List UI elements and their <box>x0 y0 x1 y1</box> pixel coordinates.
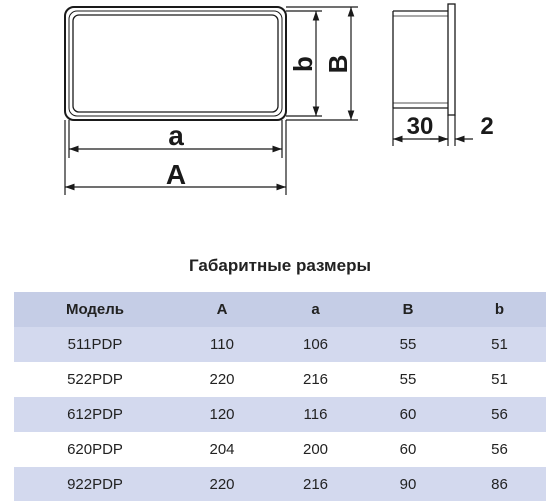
cell-B: 55 <box>399 371 417 388</box>
front-view <box>65 7 286 120</box>
cell-A: 220 <box>209 371 235 388</box>
cell-A: 110 <box>210 336 234 353</box>
side-flange <box>448 4 455 115</box>
side-view <box>393 4 455 115</box>
header-B: B <box>402 301 414 318</box>
front-outer-rect <box>65 7 286 120</box>
cell-A: 220 <box>209 475 235 493</box>
cell-B: 60 <box>399 441 417 458</box>
cell-a: 216 <box>302 475 329 493</box>
cell-B: 90 <box>399 475 417 493</box>
cell-model: 511PDP <box>67 336 123 353</box>
cell-b: 56 <box>491 406 508 423</box>
cell-a: 200 <box>302 441 329 458</box>
cell-b: 86 <box>491 475 508 493</box>
label-b: b <box>288 56 318 72</box>
label-depth: 30 <box>406 113 434 140</box>
cell-model: 612PDP <box>67 406 123 423</box>
cell-model: 620PDP <box>67 441 123 458</box>
label-B: B <box>323 54 353 74</box>
header-model: Модель <box>65 301 125 318</box>
table-row <box>14 362 546 397</box>
label-A: A <box>165 159 187 190</box>
cell-B: 60 <box>399 406 417 423</box>
cell-a: 216 <box>302 371 329 388</box>
table-header-row <box>14 292 546 327</box>
table-row <box>14 432 546 467</box>
cell-A: 204 <box>209 441 235 458</box>
label-flange: 2 <box>480 113 494 140</box>
header-a: a <box>311 301 320 318</box>
table-row <box>14 467 546 501</box>
technical-drawing <box>0 0 560 230</box>
cell-a: 116 <box>303 406 328 423</box>
cell-a: 106 <box>302 336 329 353</box>
table-title: Габаритные размеры <box>189 256 371 275</box>
header-A: A <box>216 301 228 318</box>
header-b: b <box>494 301 505 318</box>
front-flange-rect <box>69 11 282 116</box>
cell-b: 56 <box>491 441 508 458</box>
cell-b: 51 <box>491 336 508 353</box>
dimensions-table <box>14 292 546 501</box>
cell-model: 522PDP <box>67 371 123 388</box>
label-a: a <box>168 120 184 151</box>
table-row <box>14 327 546 362</box>
cell-model: 922PDP <box>67 475 123 493</box>
cell-A: 120 <box>209 406 235 423</box>
cell-B: 55 <box>399 336 417 353</box>
table-row <box>14 397 546 432</box>
cell-b: 51 <box>491 371 508 388</box>
front-inner-rect <box>73 15 278 112</box>
